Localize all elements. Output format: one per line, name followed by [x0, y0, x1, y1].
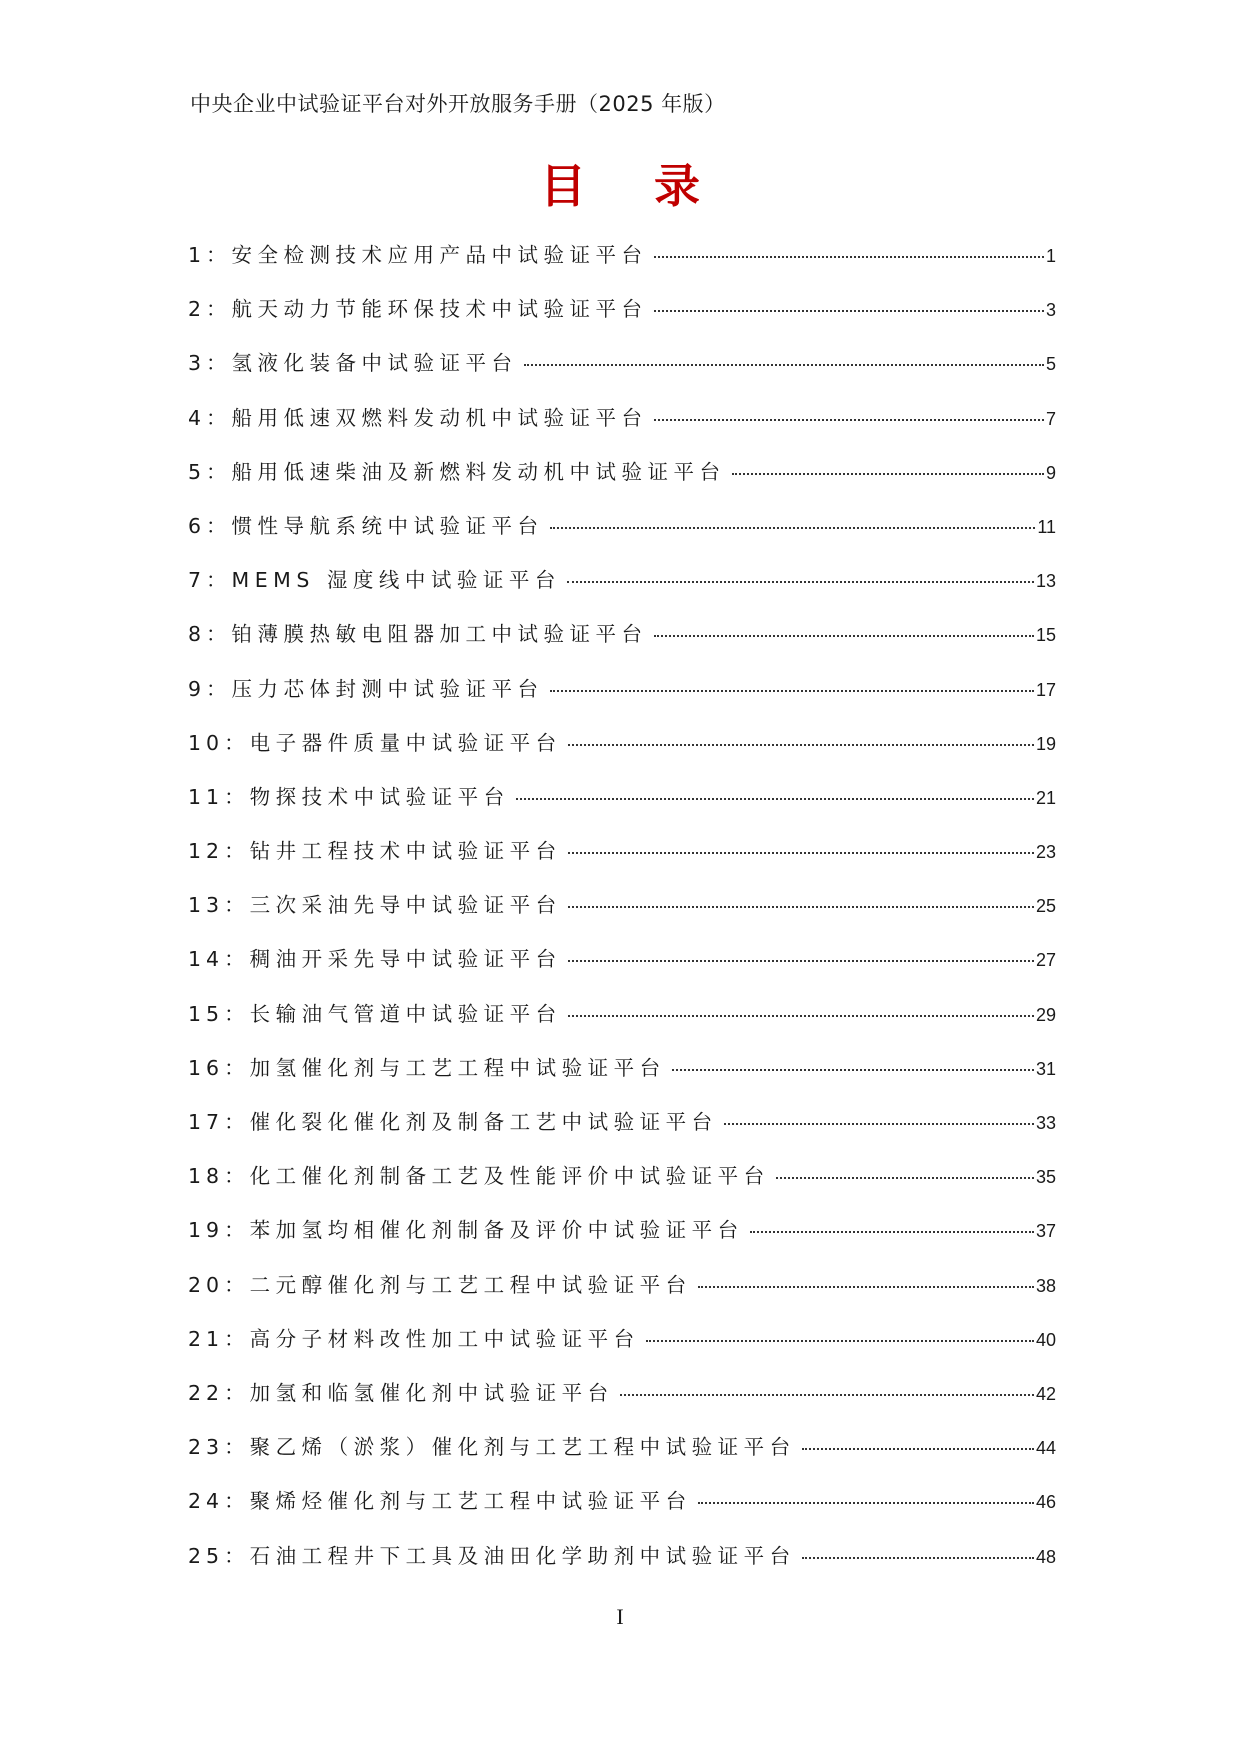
toc-entry-page[interactable]: 15: [1035, 625, 1056, 646]
toc-entry[interactable]: [188, 1213, 1056, 1267]
toc-entry[interactable]: [188, 726, 1056, 780]
toc-entry[interactable]: [188, 1159, 1056, 1213]
toc-entry-label[interactable]: 钻井工程技术中试验证平台: [249, 839, 562, 864]
toc-dot-leader: [654, 635, 1034, 637]
toc-entry[interactable]: [188, 1051, 1056, 1105]
toc-dot-leader: [516, 798, 1034, 800]
toc-entry-label[interactable]: 高分子材料改性加工中试验证平台: [249, 1326, 640, 1351]
toc-entry-number: 25：: [188, 1543, 250, 1568]
toc-dot-leader: [750, 1231, 1034, 1233]
toc-entry-label[interactable]: 聚烯烃催化剂与工艺工程中试验证平台: [249, 1489, 692, 1514]
toc-dot-leader: [567, 581, 1034, 583]
toc-entry-number: 5：: [188, 459, 232, 484]
toc-entry-label[interactable]: MEMS 湿度线中试验证平台: [231, 568, 561, 593]
toc-entry[interactable]: [188, 780, 1056, 834]
toc-entry-page[interactable]: 37: [1035, 1221, 1056, 1242]
toc-entry-label[interactable]: 稠油开采先导中试验证平台: [249, 947, 562, 972]
toc-dot-leader: [550, 690, 1034, 692]
toc-entry-number: 18：: [188, 1164, 250, 1189]
toc-entry[interactable]: [188, 617, 1056, 671]
toc-entry-label[interactable]: 船用低速柴油及新燃料发动机中试验证平台: [231, 459, 726, 484]
toc-entry-page[interactable]: 31: [1035, 1058, 1056, 1079]
toc-entry-page[interactable]: 13: [1035, 571, 1056, 592]
toc-entry-number: 3：: [188, 351, 232, 376]
toc-entry-page[interactable]: 17: [1035, 679, 1056, 700]
toc-entry-page[interactable]: 19: [1035, 733, 1056, 754]
toc-entry[interactable]: [188, 346, 1056, 400]
toc-entry-number: 6：: [188, 513, 232, 538]
toc-dot-leader: [568, 906, 1034, 908]
toc-entry-label[interactable]: 氢液化装备中试验证平台: [231, 351, 518, 376]
toc-dot-leader: [654, 310, 1044, 312]
toc-entry-label[interactable]: 化工催化剂制备工艺及性能评价中试验证平台: [249, 1164, 770, 1189]
toc-entry[interactable]: [188, 834, 1056, 888]
toc-entry-page[interactable]: 5: [1045, 354, 1056, 375]
toc-title: 目 录: [539, 159, 726, 213]
toc-entry-label[interactable]: 加氢催化剂与工艺工程中试验证平台: [249, 1055, 666, 1080]
toc-entry-label[interactable]: 惯性导航系统中试验证平台: [231, 513, 544, 538]
toc-entry-page[interactable]: 27: [1035, 950, 1056, 971]
toc-entry[interactable]: [188, 1539, 1056, 1593]
toc-entry[interactable]: [188, 563, 1056, 617]
toc-dot-leader: [654, 419, 1044, 421]
toc-dot-leader: [698, 1502, 1034, 1504]
toc-entry-number: 16：: [188, 1055, 250, 1080]
toc-entry[interactable]: [188, 1484, 1056, 1538]
toc-dot-leader: [724, 1123, 1034, 1125]
toc-entry-page[interactable]: 3: [1045, 300, 1056, 321]
toc-dot-leader: [568, 744, 1034, 746]
toc-entry-label[interactable]: 加氢和临氢催化剂中试验证平台: [249, 1380, 614, 1405]
toc-entry-page[interactable]: 9: [1045, 462, 1056, 483]
toc-entry-page[interactable]: 40: [1035, 1329, 1056, 1350]
toc-entry-label[interactable]: 三次采油先导中试验证平台: [249, 893, 562, 918]
toc-entry[interactable]: [188, 1430, 1056, 1484]
toc-entry[interactable]: [188, 1376, 1056, 1430]
toc-entry-label[interactable]: 二元醇催化剂与工艺工程中试验证平台: [249, 1272, 692, 1297]
toc-entry-page[interactable]: 11: [1037, 516, 1056, 537]
toc-entry-label[interactable]: 苯加氢均相催化剂制备及评价中试验证平台: [249, 1218, 744, 1243]
toc-entry-label[interactable]: 电子器件质量中试验证平台: [249, 730, 562, 755]
toc-entry-page[interactable]: 44: [1035, 1438, 1056, 1459]
toc-entry[interactable]: [188, 1322, 1056, 1376]
toc-entry[interactable]: [188, 238, 1056, 292]
toc-entry-label[interactable]: 航天动力节能环保技术中试验证平台: [231, 297, 648, 322]
toc-entry-number: 2：: [188, 297, 232, 322]
toc-entry-label[interactable]: 石油工程井下工具及油田化学助剂中试验证平台: [249, 1543, 796, 1568]
toc-entry-number: 8：: [188, 622, 232, 647]
toc-entry-number: 22：: [188, 1380, 250, 1405]
toc-dot-leader: [802, 1448, 1034, 1450]
toc-entry-number: 11：: [188, 784, 250, 809]
toc-entry-page[interactable]: 29: [1035, 1004, 1056, 1025]
toc-entry-label[interactable]: 催化裂化催化剂及制备工艺中试验证平台: [249, 1110, 718, 1134]
toc-entry-label[interactable]: 长输油气管道中试验证平台: [249, 1001, 562, 1026]
toc-entry[interactable]: [188, 672, 1056, 726]
toc-entry[interactable]: [188, 1105, 1056, 1159]
toc-entry-number: 9：: [188, 676, 232, 701]
table-of-contents: [188, 238, 1056, 1593]
toc-entry-label[interactable]: 聚乙烯（淤浆）催化剂与工艺工程中试验证平台: [249, 1435, 796, 1460]
toc-entry-number: 24：: [188, 1489, 250, 1514]
toc-entry-label[interactable]: 铂薄膜热敏电阻器加工中试验证平台: [231, 622, 648, 647]
toc-entry-number: 23：: [188, 1435, 250, 1460]
toc-entry-page[interactable]: 38: [1035, 1275, 1056, 1296]
toc-dot-leader: [646, 1340, 1034, 1342]
toc-entry-number: 21：: [188, 1326, 250, 1351]
page-number: I: [616, 1604, 624, 1629]
toc-entry[interactable]: [188, 292, 1056, 346]
toc-entry-page[interactable]: 42: [1035, 1383, 1056, 1404]
toc-entry-number: 19：: [188, 1218, 250, 1243]
toc-entry-number: 12：: [188, 839, 250, 864]
toc-entry-page[interactable]: 21: [1035, 787, 1056, 808]
toc-entry-number: 14：: [188, 947, 250, 972]
toc-entry-page[interactable]: 48: [1035, 1546, 1056, 1567]
toc-entry-number: 17：: [188, 1110, 250, 1134]
toc-entry-page[interactable]: 23: [1035, 842, 1056, 863]
toc-entry[interactable]: [188, 1268, 1056, 1322]
toc-entry-label[interactable]: 安全检测技术应用产品中试验证平台: [231, 243, 648, 267]
toc-entry-label[interactable]: 压力芯体封测中试验证平台: [231, 676, 544, 701]
toc-entry-page[interactable]: 46: [1035, 1492, 1056, 1513]
toc-entry-label[interactable]: 船用低速双燃料发动机中试验证平台: [231, 405, 648, 430]
toc-dot-leader: [654, 256, 1044, 258]
toc-dot-leader: [568, 1015, 1034, 1017]
toc-entry-number: 15：: [188, 1001, 250, 1026]
toc-dot-leader: [620, 1394, 1034, 1396]
toc-entry[interactable]: [188, 997, 1056, 1051]
toc-entry-number: 1：: [188, 243, 232, 267]
running-header: 中央企业中试验证平台对外开放服务手册（2025 年版）: [190, 92, 726, 116]
toc-entry-number: 10：: [188, 730, 250, 755]
toc-entry[interactable]: [188, 401, 1056, 455]
toc-entry-label[interactable]: 物探技术中试验证平台: [249, 784, 510, 809]
toc-entry[interactable]: [188, 509, 1056, 563]
toc-entry[interactable]: [188, 888, 1056, 942]
toc-entry-number: 13：: [188, 893, 250, 918]
toc-dot-leader: [568, 852, 1034, 854]
toc-entry-page[interactable]: 7: [1045, 408, 1056, 429]
toc-entry[interactable]: [188, 942, 1056, 996]
toc-dot-leader: [568, 960, 1034, 962]
toc-dot-leader: [550, 527, 1036, 529]
toc-entry-page[interactable]: 1: [1045, 246, 1056, 266]
toc-dot-leader: [698, 1286, 1034, 1288]
toc-entry-number: 4：: [188, 405, 232, 430]
toc-entry-number: 7：: [188, 568, 232, 593]
toc-entry-number: 20：: [188, 1272, 250, 1297]
toc-dot-leader: [672, 1069, 1034, 1071]
toc-entry-page[interactable]: 25: [1035, 896, 1056, 917]
toc-dot-leader: [776, 1177, 1034, 1179]
toc-entry[interactable]: [188, 455, 1056, 509]
toc-dot-leader: [802, 1557, 1034, 1559]
toc-entry-page[interactable]: 33: [1035, 1113, 1056, 1133]
toc-dot-leader: [524, 364, 1044, 366]
toc-dot-leader: [732, 473, 1044, 475]
toc-entry-page[interactable]: 35: [1035, 1167, 1056, 1188]
